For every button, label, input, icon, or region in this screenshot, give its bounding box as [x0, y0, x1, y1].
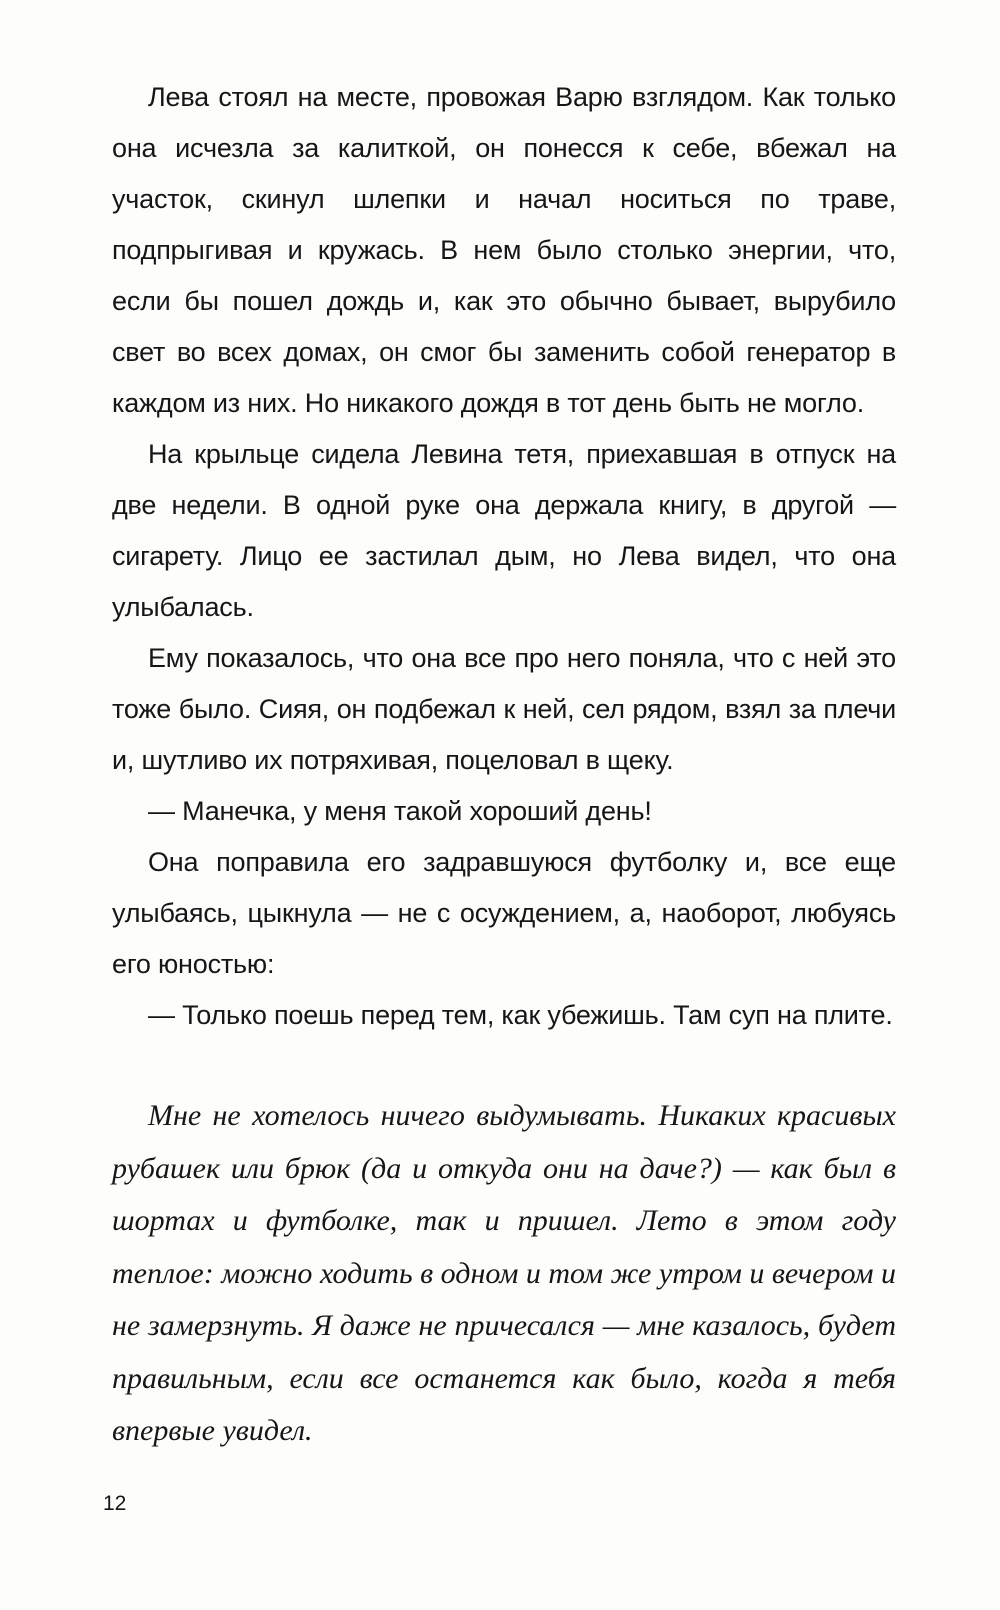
dialogue-line: — Манечка, у меня такой хороший день! [148, 796, 652, 826]
page-number: 12 [103, 1492, 127, 1515]
paragraph: Лева стоял на месте, провожая Варю взглядом. Как только она исчезла за калиткой, он понесся к себе, вбежал на участок, скинул шлепки и начал носиться по траве, подпрыгивая и кружась. В нем было столько энергии, что, если бы пошел дождь и, как это обычно бывает, вырубило свет во всех домах, он смог бы заменить собой генератор в каждом из них. Но никакого дождя в тот день быть не могло. [112, 82, 896, 418]
dialogue-line: — Только поешь перед тем, как убежишь. Там суп на плите. [148, 1000, 893, 1030]
main-text [112, 72, 896, 1041]
italic-text [112, 1090, 896, 1458]
paragraph: Она поправила его задравшуюся футболку и, все еще улыбаясь, цыкнула — не с осуждением, а, наоборот, любуясь его юностью: [112, 847, 896, 979]
italic-paragraph: Мне не хотелось ничего выдумывать. Никаких красивых рубашек или брюк (да и откуда они на даче?) — как был в шортах и футболке, так и пришел. Лето в этом году теплое: можно ходить в одном и том же утром и вечером и не замерзнуть. Я даже не причесался — мне казалось, будет правильным, если все останется как было, когда я тебя впервые увидел. [112, 1099, 896, 1447]
paragraph: Ему показалось, что она все про него поняла, что с ней это тоже было. Сияя, он подбежал к ней, сел рядом, взял за плечи и, шутливо их потряхивая, поцеловал в щеку. [112, 643, 896, 775]
paragraph: На крыльце сидела Левина тетя, приехавшая в отпуск на две недели. В одной руке она держала книгу, в другой — сигарету. Лицо ее застилал дым, но Лева видел, что она улыбалась. [112, 439, 896, 622]
